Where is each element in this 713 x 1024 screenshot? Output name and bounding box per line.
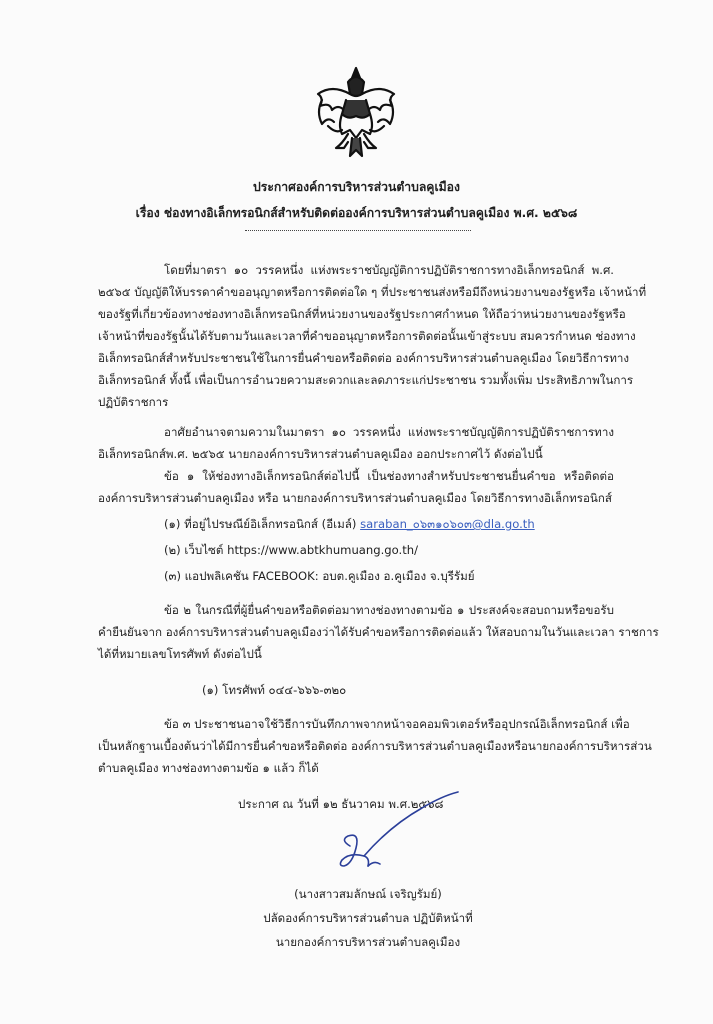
garuda-emblem bbox=[312, 64, 400, 162]
title-divider bbox=[245, 230, 471, 231]
announcement-date: ประกาศ ณ วันที่ ๑๒ ธันวาคม พ.ศ.๒๕๖๘ bbox=[238, 797, 444, 811]
announcement-subject: เรื่อง ช่องทางอิเล็กทรอนิกส์สำหรับติดต่อองค์การบริหารส่วนตำบลคูเมือง พ.ศ. ๒๕๖๘ bbox=[135, 206, 578, 220]
p2-line-2: อิเล็กทรอนิกส์พ.ศ. ๒๕๖๕ นายกองค์การบริหารส่วนตำบลคูเมือง ออกประกาศไว้ ดังต่อไปนี้ bbox=[98, 447, 543, 461]
p1-line-4: เจ้าหน้าที่ของรัฐนั้นได้รับตามวันและเวลาที่คำขออนุญาตหรือการติดต่อนั้นเข้าสู่ระบบ สมควรกำหนด ช่องทาง bbox=[98, 329, 636, 343]
signatory-position-2: นายกองค์การบริหารส่วนตำบลคูเมือง bbox=[275, 935, 461, 949]
signatory-name: (นางสาวสมลักษณ์ เจริญรัมย์) bbox=[294, 887, 442, 901]
channel-email-label: (๑) ที่อยู่ไปรษณีย์อิเล็กทรอนิกส์ (อีเมล์) bbox=[164, 517, 357, 531]
p4-line-3: ได้ที่หมายเลขโทรศัพท์ ดังต่อไปนี้ bbox=[98, 647, 262, 661]
p5-line-1: ข้อ ๓ ประชาชนอาจใช้วิธีการบันทึกภาพจากหน้าจอคอมพิวเตอร์หรืออุปกรณ์อิเล็กทรอนิกส์ เพื่อ bbox=[164, 717, 630, 731]
p3-line-2: องค์การบริหารส่วนตำบลคูเมือง หรือ นายกองค์การบริหารส่วนตำบลคูเมือง โดยวิธีการทางอิเล็กทรอนิกส์ bbox=[98, 491, 612, 505]
p5-line-2: เป็นหลักฐานเบื้องต้นว่าได้มีการยื่นคำขอหรือติดต่อ องค์การบริหารส่วนตำบลคูเมืองหรือนายกองค์การบริหารส่วน bbox=[98, 739, 652, 753]
p1-line-6: อิเล็กทรอนิกส์ ทั้งนี้ เพื่อเป็นการอำนวยความสะดวกและลดภาระแก่ประชาชน รวมทั้งเพิ่ม ประสิทธิภาพในการ bbox=[98, 373, 634, 387]
signature bbox=[330, 786, 480, 886]
channel-facebook: (๓) แอปพลิเคชัน FACEBOOK: อบต.คูเมือง อ.คูเมือง จ.บุรีรัมย์ bbox=[164, 569, 475, 583]
p2-line-1: อาศัยอำนาจตามความในมาตรา ๑๐ วรรคหนึ่ง แห่งพระราชบัญญัติการปฏิบัติราชการทาง bbox=[164, 425, 614, 439]
p1-line-1: โดยที่มาตรา ๑๐ วรรคหนึ่ง แห่งพระราชบัญญัติการปฏิบัติราชการทางอิเล็กทรอนิกส์ พ.ศ. bbox=[164, 263, 614, 277]
channel-email bbox=[164, 516, 535, 532]
p1-line-2: ๒๕๖๕ บัญญัติให้บรรดาคำขออนุญาตหรือการติดต่อใด ๆ ที่ประชาชนส่งหรือมีถึงหน่วยงานของรัฐหรือ เจ้าหน้าที่ bbox=[98, 285, 647, 299]
p4-line-2: คำยืนยันจาก องค์การบริหารส่วนตำบลคูเมืองว่าได้รับคำขอหรือการติดต่อแล้ว ให้สอบถามในวันและเวลา ราชการ bbox=[98, 625, 659, 639]
channel-website: (๒) เว็บไซต์ https://www.abtkhumuang.go.th/ bbox=[164, 543, 419, 557]
p1-line-5: อิเล็กทรอนิกส์สำหรับประชาชนใช้ในการยื่นคำขอหรือติดต่อ องค์การบริหารส่วนตำบลคูเมือง โดยวิธีการทาง bbox=[98, 351, 630, 365]
announcement-title: ประกาศองค์การบริหารส่วนตำบลคูเมือง bbox=[253, 180, 460, 194]
p3-line-1: ข้อ ๑ ให้ช่องทางอิเล็กทรอนิกส์ต่อไปนี้ เป็นช่องทางสำหรับประชาชนยื่นคำขอ หรือติดต่อ bbox=[164, 469, 614, 483]
p1-line-7: ปฏิบัติราชการ bbox=[98, 395, 169, 409]
p4-line-1: ข้อ ๒ ในกรณีที่ผู้ยื่นคำขอหรือติดต่อมาทางช่องทางตามข้อ ๑ ประสงค์จะสอบถามหรือขอรับ bbox=[164, 603, 614, 617]
email-link[interactable]: saraban_๐๖๓๑๐๖๐๓@dla.go.th bbox=[360, 517, 535, 531]
p5-line-3: ตำบลคูเมือง ทางช่องทางตามข้อ ๑ แล้ว ก็ได้ bbox=[98, 761, 319, 775]
signatory-position-1: ปลัดองค์การบริหารส่วนตำบล ปฏิบัติหน้าที่ bbox=[263, 911, 473, 925]
p1-line-3: ของรัฐที่เกี่ยวข้องทางช่องทางอิเล็กทรอนิกส์ที่หน่วยงานของรัฐประกาศกำหนด ให้ถือว่าหน่วยงานของรัฐหรือ bbox=[98, 307, 626, 321]
phone-number: (๑) โทรศัพท์ ๐๔๔-๖๖๖-๓๒๐ bbox=[202, 683, 347, 697]
